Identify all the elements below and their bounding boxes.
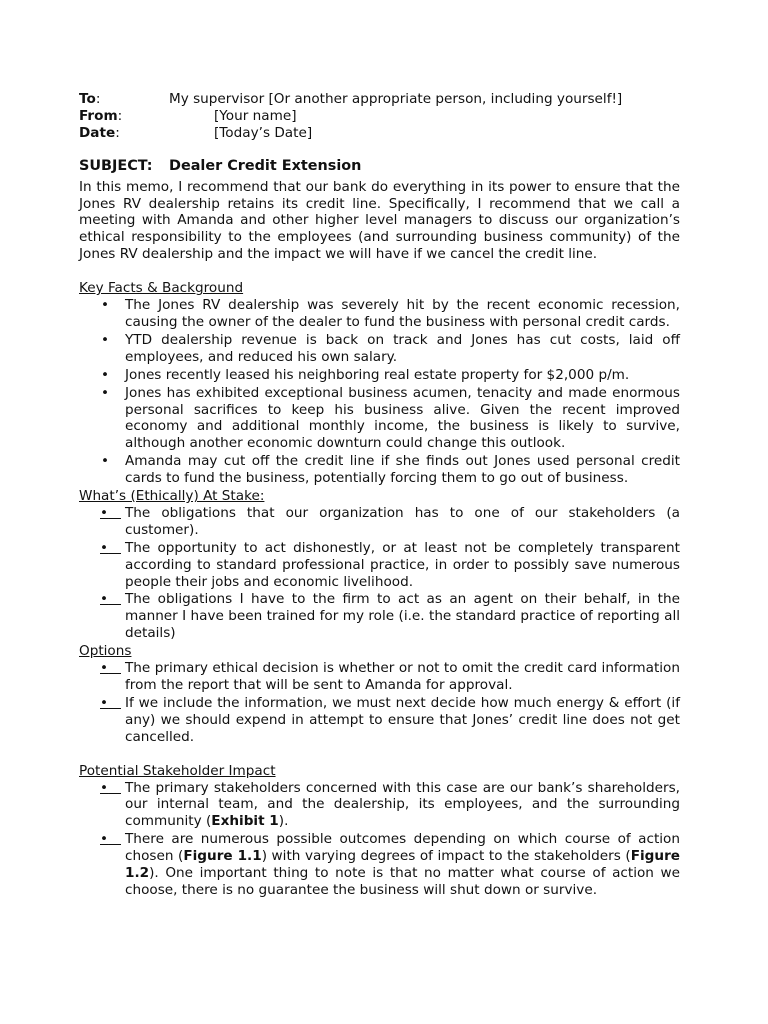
options-list	[79, 660, 680, 746]
subject-label: SUBJECT:	[79, 157, 153, 174]
key-facts-heading: Key Facts & Background	[79, 280, 244, 297]
list-item: • There are numerous possible outcomes depending on which course of action chosen (Figure 1.1) with varying degrees of impact to the stakeholders (Figure 1.2). One important thing to note is that no matter what course of action we choose, there is no guarantee the business will shut down or survive.	[100, 831, 680, 898]
date-row: Date: [Today’s Date]	[79, 124, 313, 141]
bullet-icon: •	[101, 453, 110, 470]
bullet-icon: •	[100, 660, 109, 677]
figure-reference: Figure 1.2	[125, 848, 680, 882]
list-item: • Jones recently leased his neighboring real estate property for $2,000 p/m.	[101, 366, 630, 383]
bullet-icon: •	[101, 384, 110, 401]
list-item: • If we include the information, we must next decide how much energy & effort (if any) we should expend in attempt to ensure that Jones’ credit line does not get cancelled.	[100, 694, 680, 745]
bullet-icon: •	[101, 331, 110, 348]
bullet-icon: •	[100, 539, 109, 556]
to-label: To	[79, 91, 96, 107]
list-item: • The Jones RV dealership was severely hit by the recent economic recession, causing the owner of the dealer to fund the business with personal credit cards.	[101, 297, 680, 330]
bullet-icon: •	[100, 779, 109, 796]
bullet-icon: •	[100, 831, 109, 848]
to-value: My supervisor [Or another appropriate person, including yourself!]	[169, 91, 623, 107]
key-facts-list	[79, 297, 680, 487]
exhibit-reference: Exhibit 1	[211, 813, 279, 830]
from-row: From: [Your name]	[79, 107, 297, 124]
bullet-icon: •	[100, 591, 109, 608]
list-item: • Jones has exhibited exceptional business acumen, tenacity and made enormous personal sacrifices to keep his business alive. Given the recent improved economy and additional monthly income, the business is likely to survive, although another economic downturn could change this outlook.	[101, 384, 680, 452]
list-item: • The opportunity to act dishonestly, or at least not be completely transparent according to standard professional practice, in order to possibly save numerous people their jobs and economic livelihood.	[100, 539, 680, 590]
list-item: • The primary ethical decision is whether or not to omit the credit card information from the report that will be sent to Amanda for approval.	[100, 660, 680, 693]
bullet-icon: •	[101, 297, 110, 314]
stakeholder-impact-heading: Potential Stakeholder Impact	[79, 762, 276, 779]
intro-paragraph: In this memo, I recommend that our bank do everything in its power to ensure that the Jones RV dealership retains its credit line. Specifically, I recommend that we call a meeting with Amanda and other higher level managers to discuss our organization’s ethical responsibility to the employees (and surrounding business community) of the Jones RV dealership and the impact we will have if we cancel the credit line.	[79, 178, 680, 263]
to-row: To: My supervisor [Or another appropriate person, including yourself!]	[79, 91, 623, 107]
date-label: Date	[79, 124, 116, 141]
bullet-icon: •	[101, 366, 110, 383]
at-stake-heading: What’s (Ethically) At Stake:	[79, 488, 265, 505]
from-value: [Your name]	[214, 107, 297, 124]
options-heading: Options	[79, 643, 132, 660]
list-item: • YTD dealership revenue is back on track and Jones has cut costs, laid off employees, and reduced his own salary.	[101, 331, 680, 365]
list-item: • The primary stakeholders concerned with this case are our bank’s shareholders, our internal team, and the dealership, its employees, and the surrounding community (Exhibit 1).	[100, 779, 680, 830]
bullet-icon: •	[100, 504, 109, 521]
list-item: • The obligations I have to the firm to act as an agent on their behalf, in the manner I have been trained for my role (i.e. the standard practice of reporting all details)	[100, 591, 680, 642]
subject-value: Dealer Credit Extension	[169, 157, 362, 174]
date-value: [Today’s Date]	[214, 124, 313, 141]
list-item: • The obligations that our organization has to one of our stakeholders (a customer).	[100, 504, 680, 538]
list-item: • Amanda may cut off the credit line if she finds out Jones used personal credit cards to fund the business, potentially forcing them to go out of business.	[101, 453, 680, 487]
at-stake-list	[79, 505, 680, 642]
bullet-icon: •	[100, 694, 109, 711]
stakeholder-impact-list	[79, 780, 680, 899]
subject-line	[79, 158, 680, 175]
from-label: From	[79, 107, 118, 124]
figure-reference: Figure 1.1	[183, 848, 262, 865]
